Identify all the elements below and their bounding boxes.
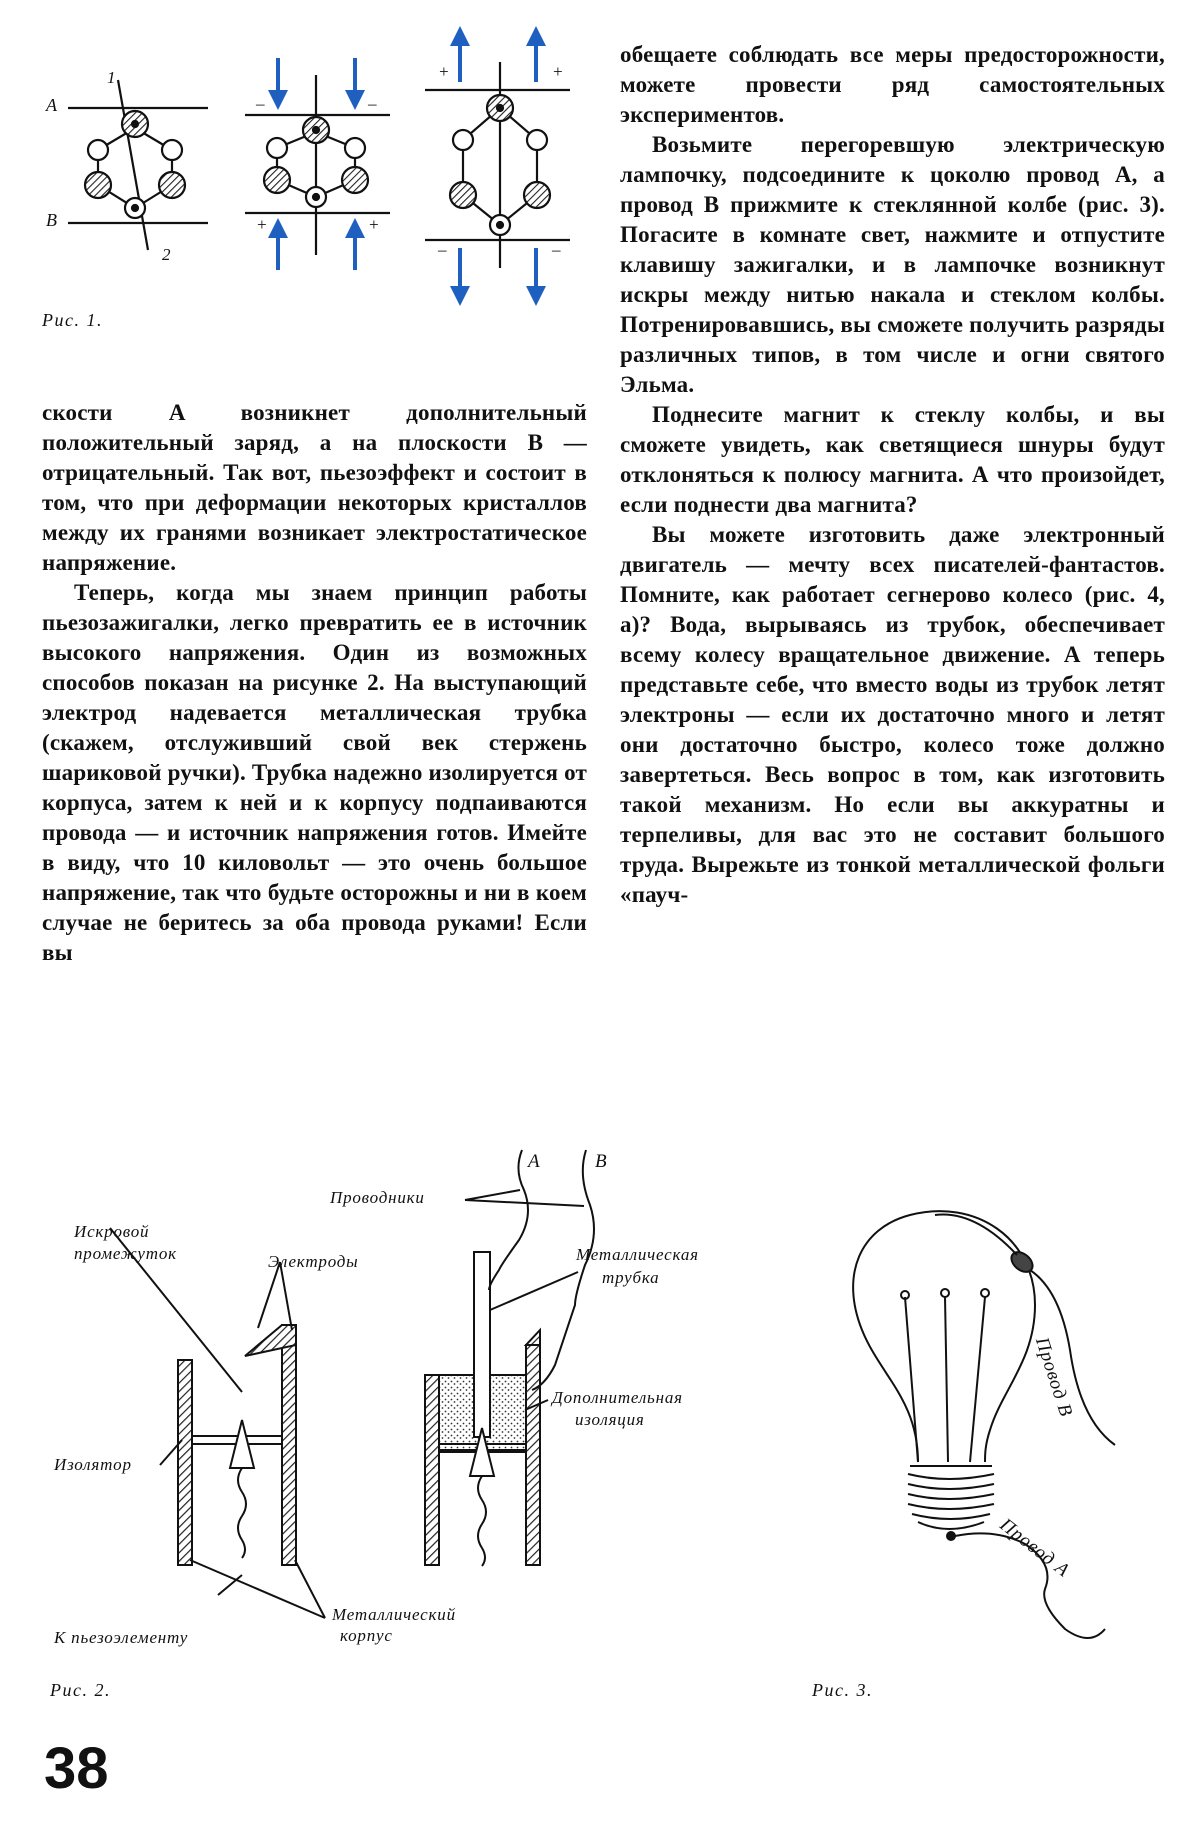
fig1-label-b: B [46, 210, 58, 230]
fig2-label-tube-2: трубка [602, 1268, 660, 1287]
fig2-label-insulator: Изолятор [54, 1455, 132, 1474]
fig2-label-extra-ins-1: Дополнительная [552, 1388, 683, 1407]
figure-1-caption: Рис. 1. [42, 310, 103, 330]
page-number: 38 [44, 1736, 109, 1801]
paragraph: Вы можете изготовить даже электронный двигатель — мечту всех писателей-фантастов. Помните, как работает сегнерово колесо (рис. 4, а)? Вода, вырываясь из трубок, обеспечивает всему колесу вращательное движение. А теперь представьте себе, что вместо воды из трубок летят электроны — если их достаточно много и летят они достаточно быстро, колесо тоже должно завертеться. Весь вопрос в том, как изготовить такой механизм. Но если вы аккуратны и терпеливы, для вас это не составит большого труда. Вырежьте из тонкой металлической фольги «пауч- [620, 522, 1165, 907]
fig2-label-wire-a: A [528, 1151, 541, 1172]
fig2-label-conductors: Проводники [330, 1188, 425, 1207]
fig2-label-electrodes: Электроды [268, 1252, 359, 1271]
paragraph: скости A возникнет дополнительный положительный заряд, а на плоскости B — отрицательный. Так вот, пьезоэффект и состоит в том, что при деформации некоторых кристаллов между их гранями возникает электростатическое напряжение. [42, 400, 587, 575]
fig3-label-wire-b: Провод B [1030, 1334, 1077, 1420]
fig1-plus-1: + [256, 215, 269, 234]
fig3-label-wire-a: Провод A [995, 1514, 1074, 1582]
fig1-minus-3: – [438, 240, 448, 259]
fig2-label-wire-b: B [595, 1151, 608, 1172]
fig2-label-spark-gap-1: Искровой [74, 1222, 150, 1241]
fig2-label-extra-ins-2: изоляция [575, 1410, 645, 1429]
paragraph: Поднесите магнит к стеклу колбы, и вы сможете увидеть, как светящиеся шнуры будут отклоняться к полюсу магнита. А что произойдет, если поднести два магнита? [620, 402, 1165, 517]
figure-3-caption: Рис. 3. [812, 1680, 873, 1700]
fig2-label-case-1: Металлический [332, 1605, 456, 1624]
fig1-plus-4: + [552, 62, 565, 81]
fig2-label-spark-gap-2: промежуток [74, 1244, 177, 1263]
fig1-minus-2: – [368, 94, 378, 113]
paragraph: Возьмите перегоревшую электрическую лампочку, подсоедините к цоколю провод A, а провод B прижмите к стеклянной колбе (рис. 3). Погасите в комнате свет, нажмите и отпустите клавишу зажигалки, и в лампочке возникнут искры между нитью накала и стеклом колбы. Потренировавшись, вы сможете получить разряды различных типов, в том числе и огни святого Эльма. [620, 132, 1165, 397]
fig1-label-a: A [46, 95, 58, 115]
fig1-plus-3: + [438, 62, 451, 81]
paragraph: Теперь, когда мы знаем принцип работы пьезозажигалки, легко превратить ее в источник высокого напряжения. Один из возможных способов показан на рисунке 2. На выступающий электрод надевается металлическая трубка (скажем, отслуживший свой век стержень шариковой ручки). Трубка надежно изолируется от корпуса, затем к ней и к корпусу подпаиваются провода — и источник напряжения готов. Имейте в виду, что 10 киловольт — это очень большое напряжение, так что будьте осторожны и ни в коем случае не беритесь за оба провода руками! Если вы [42, 580, 587, 965]
fig1-minus-1: – [256, 94, 266, 113]
fig1-minus-4: – [552, 240, 562, 259]
fig2-label-case-2: корпус [340, 1626, 393, 1645]
figure-2-caption: Рис. 2. [50, 1680, 111, 1700]
fig2-label-to-piezo: К пьезоэлементу [54, 1628, 189, 1647]
fig2-label-tube-1: Металлическая [576, 1245, 699, 1264]
fig1-label-1: 1 [107, 68, 117, 87]
fig1-plus-2: + [368, 215, 381, 234]
paragraph: обещаете соблюдать все меры предосторожности, можете провести ряд самостоятельных экспериментов. [620, 42, 1165, 127]
fig1-label-2: 2 [162, 245, 172, 264]
